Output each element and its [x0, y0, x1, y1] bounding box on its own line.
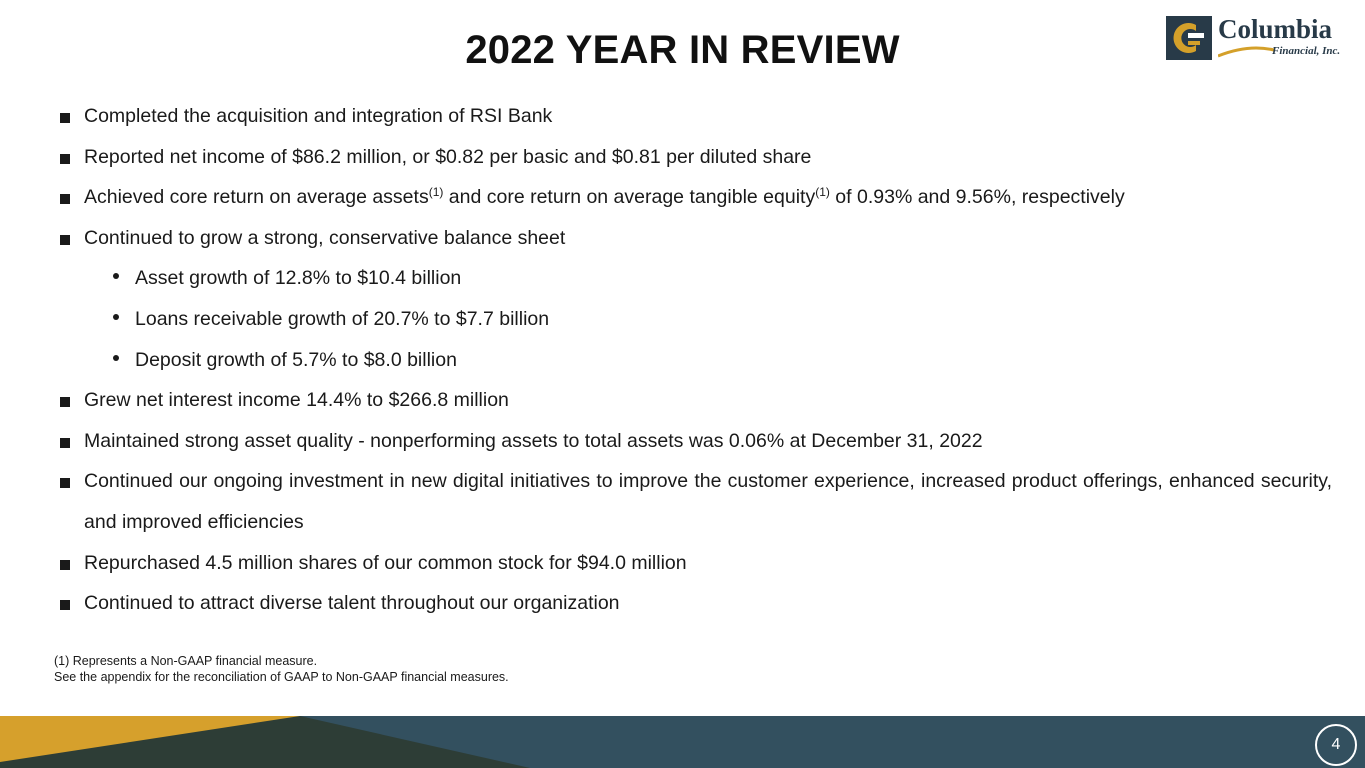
bullet-item: Repurchased 4.5 million shares of our common stock for $94.0 million: [58, 543, 1332, 584]
bullet-text: and core return on average tangible equity: [443, 186, 816, 209]
bullet-item: Maintained strong asset quality - nonperforming assets to total assets was 0.06% at December 31, 2022: [58, 421, 1332, 462]
logo-wordmark: Columbia: [1218, 14, 1333, 44]
bullet-item: Reported net income of $86.2 million, or $0.82 per basic and $0.81 per diluted share: [58, 137, 1332, 178]
page-number-badge: 4: [1315, 724, 1357, 766]
footnote-line: See the appendix for the reconciliation of GAAP to Non-GAAP financial measures.: [54, 670, 509, 684]
bullet-item: Continued our ongoing investment in new digital initiatives to improve the customer experience, increased product offerings, enhanced security, and improved efficiencies: [58, 461, 1332, 542]
bullet-item: Continued to attract diverse talent throughout our organization: [58, 583, 1332, 624]
company-logo: [1166, 16, 1356, 60]
bullet-item: Completed the acquisition and integration of RSI Bank: [58, 96, 1332, 137]
footnote-line: (1) Represents a Non-GAAP financial measure.: [54, 654, 318, 668]
bullet-item: [58, 177, 1332, 218]
bullet-item: Continued to grow a strong, conservative balance sheet: [58, 218, 1332, 259]
bullet-item: Grew net interest income 14.4% to $266.8 million: [58, 380, 1332, 421]
footnote: [54, 653, 509, 685]
bullet-text: Achieved core return on average assets: [84, 186, 429, 209]
bullet-text: of 0.93% and 9.56%, respectively: [829, 186, 1125, 209]
sub-bullet-item: Deposit growth of 5.7% to $8.0 billion: [58, 340, 1332, 381]
columbia-c-logo-icon: [1166, 16, 1212, 60]
review-bullet-list: [58, 96, 1332, 624]
sub-bullet-item: Asset growth of 12.8% to $10.4 billion: [58, 258, 1332, 299]
logo-subtitle: Financial, Inc.: [1272, 45, 1341, 57]
sub-bullet-item: Loans receivable growth of 20.7% to $7.7 billion: [58, 299, 1332, 340]
footnote-ref: (1): [428, 185, 444, 200]
footnote-ref: (1): [815, 185, 830, 200]
slide-title: 2022 YEAR IN REVIEW: [465, 28, 900, 72]
footer-banner: [0, 716, 1365, 768]
